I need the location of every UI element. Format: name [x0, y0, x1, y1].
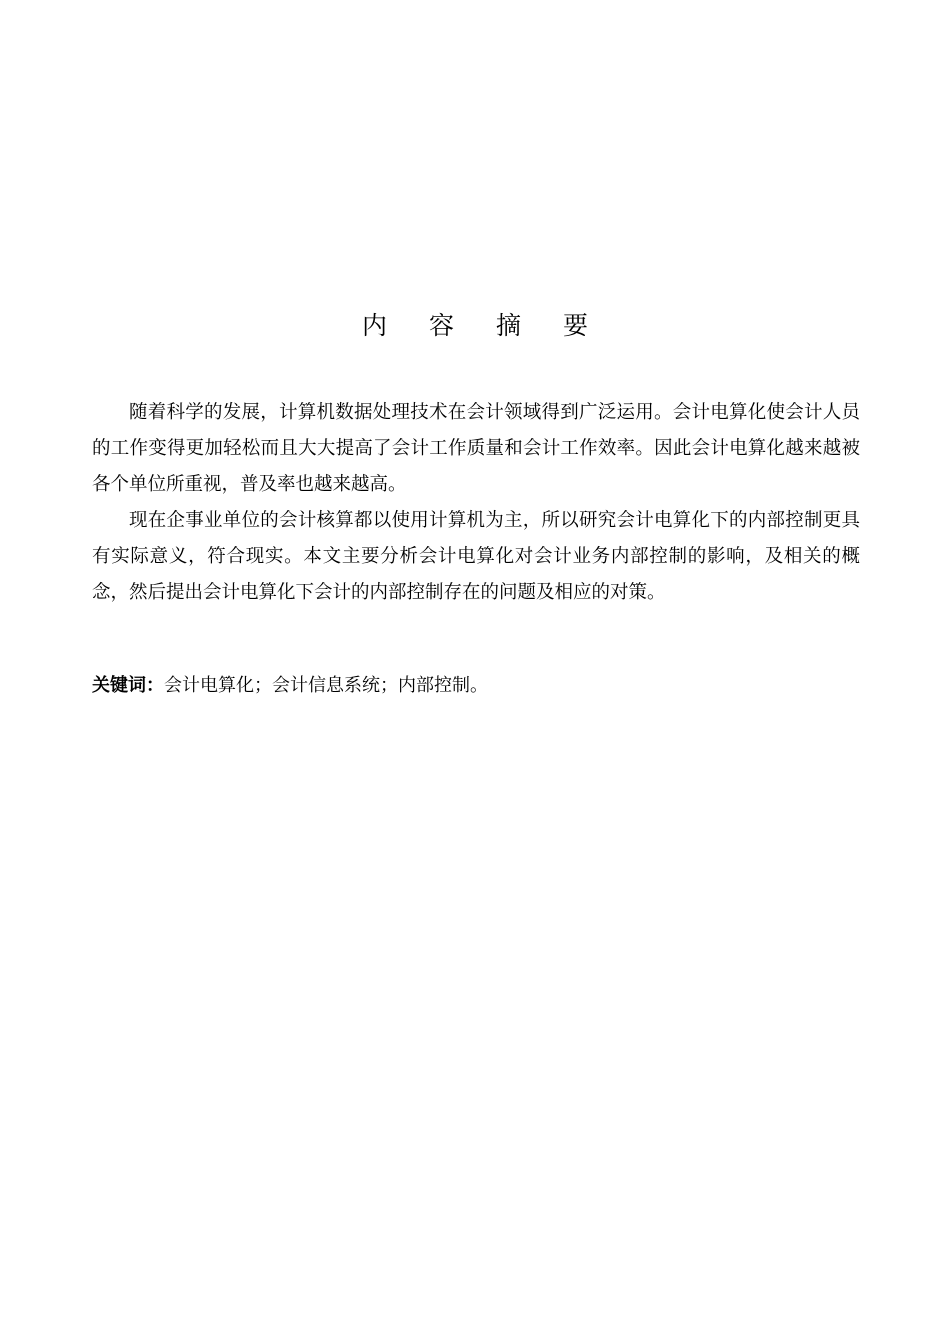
keywords-label: 关键词： [92, 675, 164, 696]
keywords-line [92, 668, 860, 704]
abstract-title: 内容摘要 [361, 311, 630, 340]
abstract-paragraph-2: 现在企事业单位的会计核算都以使用计算机为主，所以研究会计电算化下的内部控制更具有实际意义，符合现实。本文主要分析会计电算化对会计业务内部控制的影响，及相关的概念，然后提出会计电算化下会计的内部控制存在的问题及相应的对策。 [92, 510, 860, 603]
keywords-value: 会计电算化；会计信息系统；内部控制。 [164, 675, 488, 696]
abstract-body [92, 395, 860, 611]
abstract-paragraph-1: 随着科学的发展，计算机数据处理技术在会计领域得到广泛运用。会计电算化使会计人员的工作变得更加轻松而且大大提高了会计工作质量和会计工作效率。因此会计电算化越来越被各个单位所重视，普及率也越来越高。 [92, 402, 860, 495]
